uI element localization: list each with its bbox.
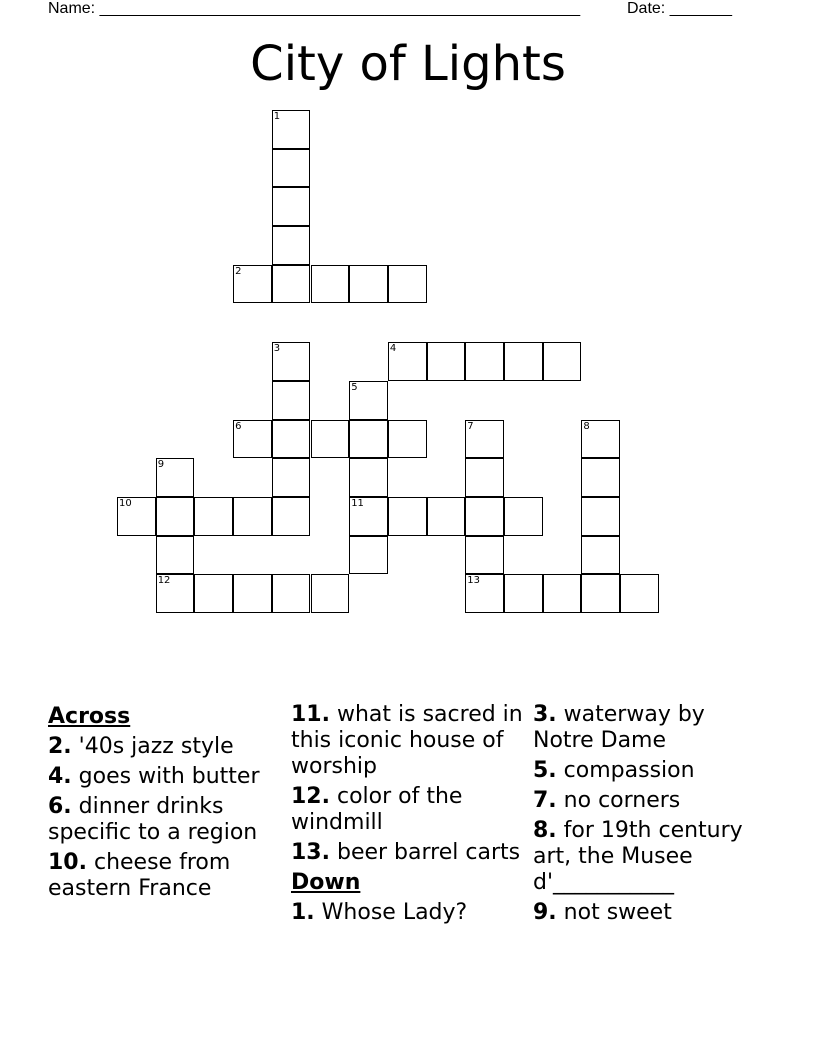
grid-cell[interactable] (233, 497, 272, 536)
clue-text: not sweet (563, 900, 672, 925)
grid-cell[interactable] (504, 497, 543, 536)
clue-text: goes with butter (78, 764, 260, 789)
grid-cell[interactable] (388, 497, 427, 536)
grid-cell[interactable] (581, 458, 620, 497)
grid-cell[interactable] (543, 574, 582, 613)
clue-number: 9. (533, 900, 557, 925)
cell-number: 8 (583, 420, 590, 432)
grid-cell[interactable] (272, 149, 311, 188)
clue-number: 13. (291, 840, 330, 865)
cell-number: 10 (119, 498, 132, 509)
grid-cell[interactable] (156, 458, 195, 497)
clue-column-3 (533, 702, 769, 930)
grid-cell[interactable] (272, 420, 311, 459)
clue-across-12 (291, 784, 527, 836)
grid-cell[interactable] (427, 342, 466, 381)
down-heading: Down (291, 870, 361, 895)
grid-cell[interactable] (272, 497, 311, 536)
grid-cell[interactable] (388, 342, 427, 381)
grid-cell[interactable] (388, 265, 427, 304)
clue-text: Whose Lady? (321, 900, 468, 925)
clue-text: '40s jazz style (78, 734, 234, 759)
clue-number: 7. (533, 788, 557, 813)
clue-text: color of the windmill (291, 784, 463, 835)
grid-cell[interactable] (620, 574, 659, 613)
clue-down-5 (533, 758, 769, 784)
clue-number: 3. (533, 702, 557, 727)
page-title: City of Lights (250, 36, 566, 92)
grid-cell[interactable] (233, 574, 272, 613)
clue-number: 5. (533, 758, 557, 783)
clue-text: no corners (563, 788, 681, 813)
clue-column-2 (291, 702, 527, 930)
cell-number: 2 (235, 265, 242, 277)
grid-cell[interactable] (311, 420, 350, 459)
grid-cell[interactable] (272, 226, 311, 265)
grid-cell[interactable] (504, 342, 543, 381)
grid-cell[interactable] (349, 536, 388, 575)
clue-down-8 (533, 818, 769, 896)
grid-cell[interactable] (504, 574, 543, 613)
cell-number: 13 (467, 575, 481, 587)
grid-cell[interactable] (349, 381, 388, 420)
name-field-label: Name: ______________________________________________________ (48, 0, 581, 17)
grid-cell[interactable] (349, 420, 388, 459)
grid-cell[interactable] (156, 574, 195, 613)
grid-cell[interactable] (465, 342, 504, 381)
cell-number: 12 (157, 575, 171, 587)
grid-cell[interactable] (543, 342, 582, 381)
clue-number: 8. (533, 818, 557, 843)
grid-cell[interactable] (311, 265, 350, 304)
clue-number: 6. (48, 794, 72, 819)
grid-cell[interactable] (465, 536, 504, 575)
clue-number: 4. (48, 764, 72, 789)
grid-cell[interactable] (349, 458, 388, 497)
date-field-label: Date: _______ (627, 0, 732, 17)
clue-column-1 (48, 702, 284, 906)
grid-cell[interactable] (581, 536, 620, 575)
cell-number: 9 (157, 459, 165, 471)
clue-text: beer barrel carts (336, 840, 521, 865)
clue-across-11 (291, 702, 527, 780)
clue-down-9 (533, 900, 769, 926)
clue-text: compassion (563, 758, 695, 783)
cell-number: 11 (351, 498, 364, 509)
clue-text: what is sacred in this iconic house of worship (291, 702, 523, 779)
grid-cell[interactable] (465, 420, 504, 459)
clue-across-10 (48, 850, 284, 902)
cell-number: 5 (351, 381, 358, 393)
grid-cell[interactable] (465, 574, 504, 613)
clue-across-4 (48, 764, 284, 790)
clue-number: 12. (291, 784, 330, 809)
clue-across-2 (48, 734, 284, 760)
cell-number: 4 (389, 343, 397, 355)
grid-cell[interactable] (349, 265, 388, 304)
grid-cell[interactable] (272, 458, 311, 497)
clue-number: 10. (48, 850, 87, 875)
across-heading: Across (48, 704, 131, 729)
clue-number: 1. (291, 900, 315, 925)
cell-number: 6 (235, 420, 242, 432)
grid-cell[interactable] (272, 187, 311, 226)
clue-across-13 (291, 840, 527, 866)
clue-down-1 (291, 900, 527, 926)
grid-cell[interactable] (388, 420, 427, 459)
grid-cell[interactable] (581, 420, 620, 459)
cell-number: 7 (467, 420, 474, 432)
grid-cell[interactable] (311, 574, 350, 613)
grid-cell[interactable] (581, 574, 620, 613)
clue-number: 11. (291, 702, 330, 727)
grid-cell[interactable] (156, 536, 195, 575)
grid-cell[interactable] (233, 265, 272, 304)
cell-number: 3 (273, 343, 281, 355)
clue-across-6 (48, 794, 284, 846)
grid-cell[interactable] (233, 420, 272, 459)
clue-down-7 (533, 788, 769, 814)
clue-number: 2. (48, 734, 72, 759)
grid-cell[interactable] (465, 458, 504, 497)
grid-cell[interactable] (272, 110, 311, 149)
grid-cell[interactable] (272, 342, 311, 381)
grid-cell[interactable] (272, 574, 311, 613)
grid-cell[interactable] (156, 497, 195, 536)
grid-cell[interactable] (465, 497, 504, 536)
grid-cell[interactable] (427, 497, 466, 536)
grid-cell[interactable] (349, 497, 388, 536)
grid-cell[interactable] (581, 497, 620, 536)
grid-cell[interactable] (194, 574, 233, 613)
clue-text: waterway by Notre Dame (533, 702, 705, 753)
grid-cell[interactable] (194, 497, 233, 536)
grid-cell[interactable] (272, 265, 311, 304)
clue-text: for 19th century art, the Musee d'___________ (533, 818, 743, 895)
clue-down-3 (533, 702, 769, 754)
grid-cell[interactable] (272, 381, 311, 420)
cell-number: 1 (273, 111, 281, 122)
clue-text: cheese from eastern France (48, 850, 231, 901)
clue-text: dinner drinks specific to a region (48, 794, 258, 845)
grid-cell[interactable] (117, 497, 156, 536)
